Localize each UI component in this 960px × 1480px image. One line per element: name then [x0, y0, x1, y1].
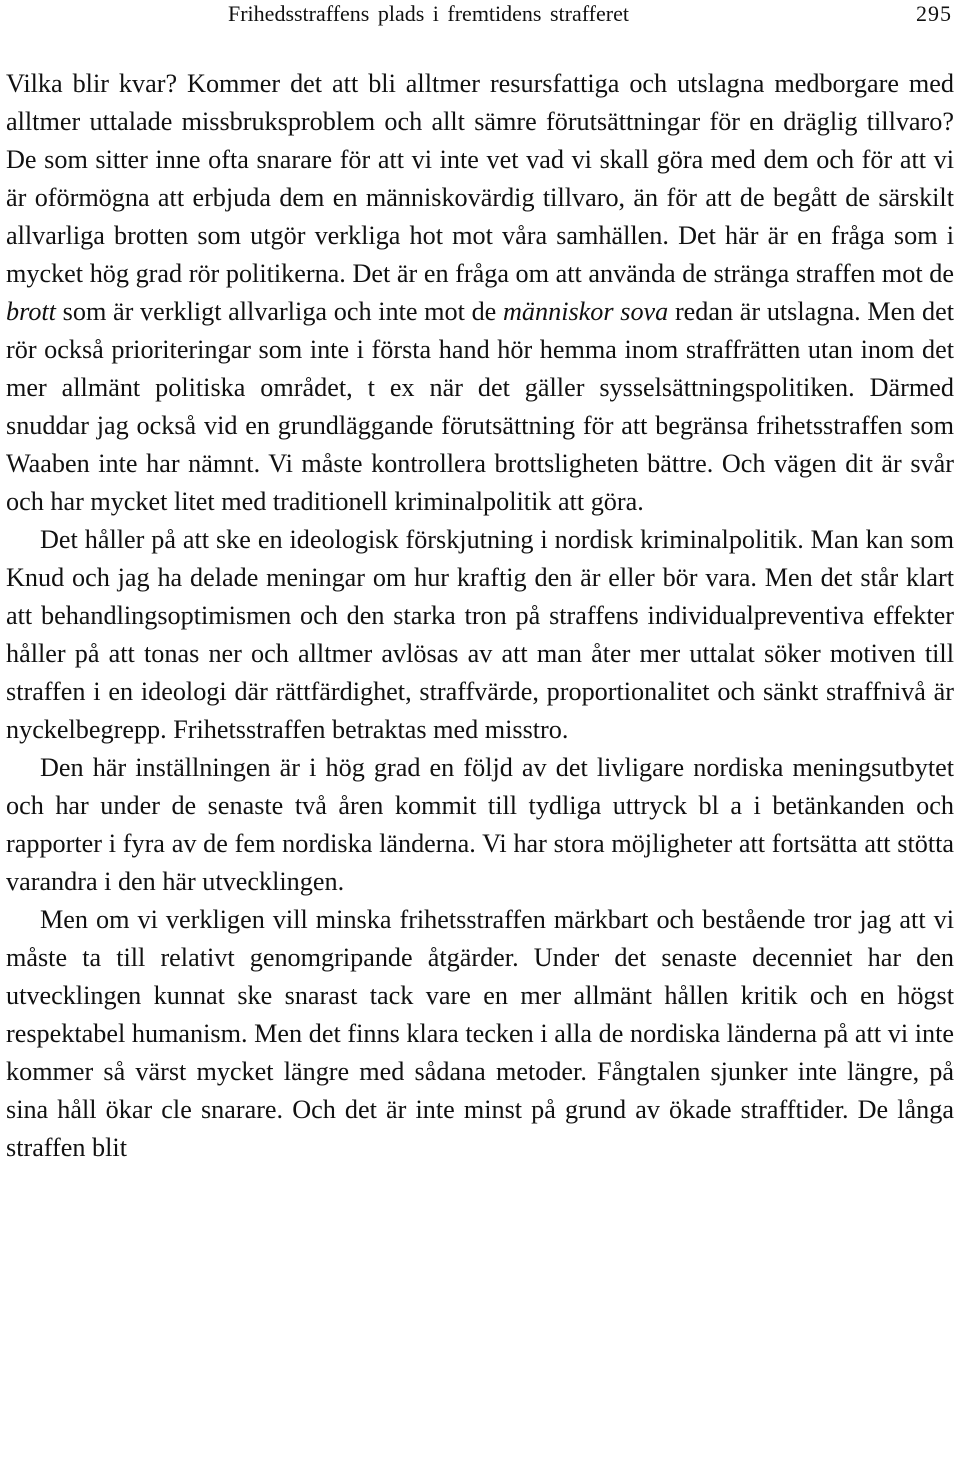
paragraph-1-part-1: Vilka blir kvar? Kommer det att bli alltmer resursfattiga och utslagna medborgare med alltmer uttalade missbruksproblem och allt sämre förutsättningar för en dräglig tillvaro? De som sitter inne ofta snarare för att vi inte vet vad vi skall göra med dem och för att vi är oförmögna att erbjuda dem en människovärdig tillvaro, än för att de begått de särskilt allvarliga brotten som utgör verkliga hot mot våra samhällen. Det här är en fråga som i mycket hög grad rör politikerna. Det är en fråga om att använda de stränga straffen mot de: [6, 69, 954, 288]
document-page: [6, 0, 954, 1167]
body-text: [6, 65, 954, 1167]
paragraph-1-part-2: som är verkligt allvarliga och inte mot de: [55, 297, 503, 326]
paragraph-1-italic-brott: brott: [6, 297, 56, 326]
paragraph-4: Men om vi verkligen vill minska frihetsstraffen märkbart och bestående tror jag att vi måste ta till relativt genomgripande åtgärder. Under det senaste decenniet har den utvecklingen kunnat ske snarast tack vare en mer allmänt hållen kritik och en högst respektabel humanism. Men det finns klara tecken i alla de nordiska länderna på att vi inte kommer så värst mycket längre med sådana metoder. Fångtalen sjunker inte längre, på sina håll ökar cle snarare. Och det är inte minst på grund av ökade strafftider. De långa straffen blit: [6, 905, 954, 1162]
running-header: [6, 0, 954, 30]
page-number: 295: [916, 1, 952, 26]
running-title: Frihedsstraffens plads i fremtidens strafferet: [228, 1, 629, 26]
paragraph-2: Det håller på att ske en ideologisk förskjutning i nordisk kriminalpolitik. Man kan som Knud och jag ha delade meningar om hur kraftig den är eller bör vara. Men det står klart att behandlingsoptimismen och den starka tron på straffens individualpreventiva effekter håller på att tonas ner och alltmer avlösas av att man åter mer uttalat söker motiven till straffen i en ideologi där rättfärdighet, straffvärde, proportionalitet och sänkt straffnivå är nyckelbegrepp. Frihetsstraffen betraktas med misstro.: [6, 525, 954, 744]
paragraph-1-italic-manniskor: människor sova: [503, 297, 669, 326]
paragraph-1-part-3: redan är utslagna. Men det rör också prioriteringar som inte i första hand hör hemma inom straffrätten utan inom det mer allmänt politiska området, t ex när det gäller sysselsättningspolitiken. Därmed snuddar jag också vid en grundläggande förutsättning för att begränsa frihetsstraffen som Waaben inte har nämnt. Vi måste kontrollera brottsligheten bättre. Och vägen dit är svår och har mycket litet med traditionell kriminalpolitik att göra.: [6, 297, 954, 516]
paragraph-1: [6, 65, 954, 521]
paragraph-3: Den här inställningen är i hög grad en följd av det livligare nordiska meningsutbytet och har under de senaste två åren kommit till tydliga uttryck bl a i betänkanden och rapporter i fyra av de fem nordiska länderna. Vi har stora möjligheter att fortsätta att stötta varandra i den här utvecklingen.: [6, 753, 954, 896]
